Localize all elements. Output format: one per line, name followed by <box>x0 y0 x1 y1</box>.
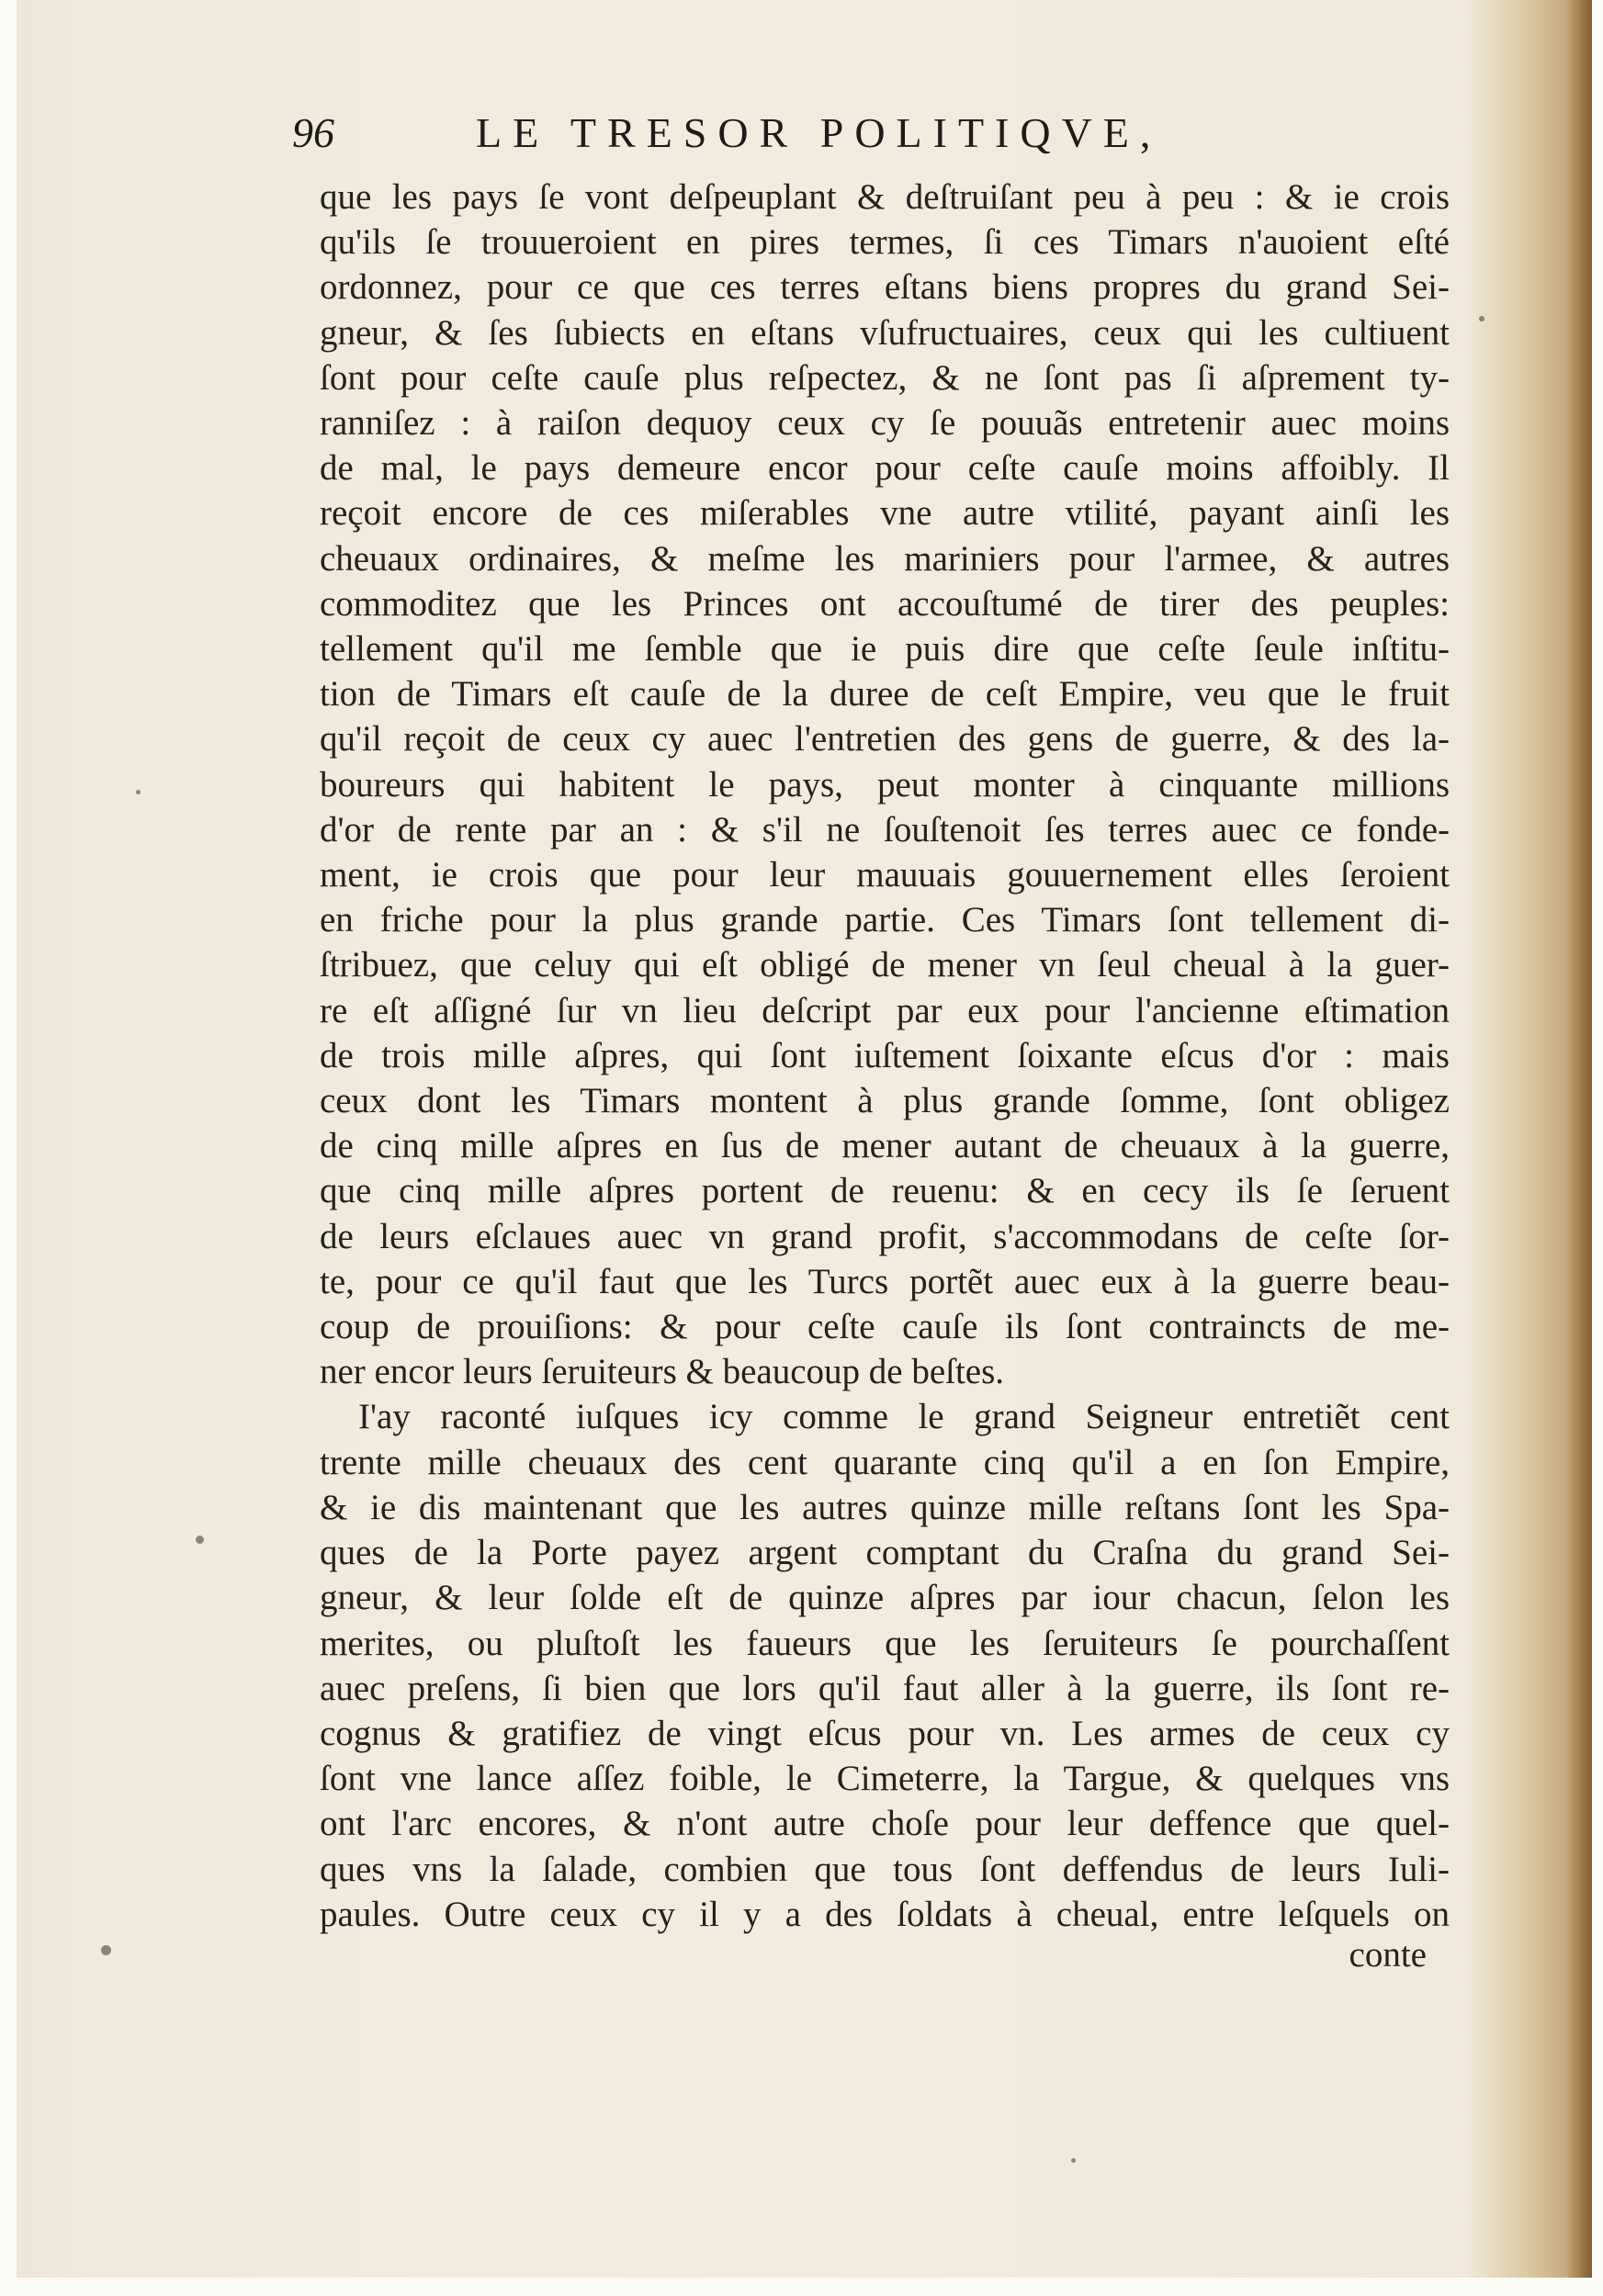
text-line: qu'il reçoit de ceux cy auec l'entretien des gens de guerre, & des la- <box>320 719 1450 760</box>
catchword: conte <box>1349 1935 1427 1975</box>
body-text <box>320 174 1450 1937</box>
ink-spot <box>136 790 141 794</box>
text-line: ſont pour ceſte cauſe plus reſpectez, & ne ſont pas ſi aſprement ty- <box>320 357 1450 398</box>
text-line: ont l'arc encores, & n'ont autre choſe pour leur deffence que quel- <box>320 1804 1450 1844</box>
text-line: que cinq mille aſpres portent de reuenu: & en cecy ils ſe ſeruent <box>320 1171 1450 1211</box>
text-line: ſtribuez, que celuy qui eſt obligé de mener vn ſeul cheual à la guer- <box>320 945 1450 985</box>
text-line: te, pour ce qu'il faut que les Turcs portẽt auec eux à la guerre beau- <box>320 1261 1450 1301</box>
ink-spot <box>1479 316 1484 321</box>
text-line: auec preſens, ſi bien que lors qu'il faut aller à la guerre, ils ſont re- <box>320 1668 1450 1708</box>
text-line: gneur, & leur ſolde eſt de quinze aſpres par iour chacun, ſelon les <box>320 1578 1450 1618</box>
text-line: ner encor leurs ſeruiteurs & beaucoup de beſtes. <box>320 1352 1005 1392</box>
ink-spot <box>1071 2158 1076 2163</box>
text-line: cheuaux ordinaires, & meſme les mariniers pour l'armee, & autres <box>320 538 1450 579</box>
page-edge <box>1566 0 1592 2278</box>
text-line: tellement qu'il me ſemble que ie puis dire que ceſte ſeule inſtitu- <box>320 629 1450 670</box>
text-line: que les pays ſe vont deſpeuplant & deſtruiſant peu à peu : & ie crois <box>320 177 1450 217</box>
text-line: ques de la Porte payez argent comptant du Craſna du grand Sei- <box>320 1533 1450 1573</box>
text-line: merites, ou pluſtoſt les faueurs que les ſeruiteurs ſe pourchaſſent <box>320 1623 1450 1663</box>
page-header <box>292 108 1257 163</box>
text-line: boureurs qui habitent le pays, peut monter à cinquante millions <box>320 764 1450 805</box>
ink-spot <box>196 1536 204 1544</box>
text-line: ranniſez : à raiſon dequoy ceux cy ſe pouuãs entretenir auec moins <box>320 403 1450 444</box>
text-line: I'ay raconté iuſques icy comme le grand Seigneur entretiẽt cent <box>358 1397 1450 1437</box>
text-line: coup de prouiſions: & pour ceſte cauſe ils ſont contraincts de me- <box>320 1307 1450 1347</box>
book-page <box>17 0 1592 2278</box>
text-line: d'or de rente par an : & s'il ne ſouſtenoit ſes terres auec ce fonde- <box>320 809 1450 850</box>
text-line: trente mille cheuaux des cent quarante cinq qu'il a en ſon Empire, <box>320 1442 1450 1482</box>
text-line: reçoit encore de ces miſerables vne autre vtilité, payant ainſi les <box>320 493 1450 534</box>
text-line: de mal, le pays demeure encor pour ceſte cauſe moins affoibly. Il <box>320 448 1450 489</box>
text-line: ſont vne lance aſſez foible, le Cimeterre, la Targue, & quelques vns <box>320 1759 1450 1799</box>
text-line: ques vns la ſalade, combien que tous ſont deffendus de leurs Iuli- <box>320 1849 1450 1889</box>
ink-spot <box>101 1945 111 1955</box>
text-line: paules. Outre ceux cy il y a des ſoldats à cheual, entre leſquels on <box>320 1894 1450 1934</box>
text-line: ordonnez, pour ce que ces terres eſtans biens propres du grand Sei- <box>320 267 1450 308</box>
text-line: qu'ils ſe trouueroient en pires termes, ſi ces Timars n'auoient eſté <box>320 222 1450 263</box>
text-line: commoditez que les Princes ont accouſtumé de tirer des peuples: <box>320 583 1450 624</box>
text-line: de cinq mille aſpres en ſus de mener autant de cheuaux à la guerre, <box>320 1126 1450 1166</box>
text-line: re eſt aſſigné ſur vn lieu deſcript par eux pour l'ancienne eſtimation <box>320 990 1450 1030</box>
text-line: tion de Timars eſt cauſe de la duree de ceſt Empire, veu que le fruit <box>320 674 1450 715</box>
text-line: & ie dis maintenant que les autres quinze mille reſtans ſont les Spa- <box>320 1487 1450 1527</box>
text-line: ceux dont les Timars montent à plus grande ſomme, ſont obligez <box>320 1081 1450 1121</box>
text-line: cognus & gratifiez de vingt eſcus pour vn. Les armes de ceux cy <box>320 1713 1450 1753</box>
page-number: 96 <box>292 109 334 156</box>
running-title: LE TRESOR POLITIQVE, <box>476 109 1162 156</box>
text-line: en friche pour la plus grande partie. Ces Timars ſont tellement di- <box>320 900 1450 940</box>
text-line: gneur, & ſes ſubiects en eſtans vſufructuaires, ceux qui les cultiuent <box>320 312 1450 353</box>
text-line: de leurs eſclaues auec vn grand profit, s'accommodans de ceſte ſor- <box>320 1216 1450 1256</box>
text-line: ment, ie crois que pour leur mauuais gouuernement elles ſeroient <box>320 855 1450 895</box>
text-line: de trois mille aſpres, qui ſont iuſtement ſoixante eſcus d'or : mais <box>320 1035 1450 1075</box>
